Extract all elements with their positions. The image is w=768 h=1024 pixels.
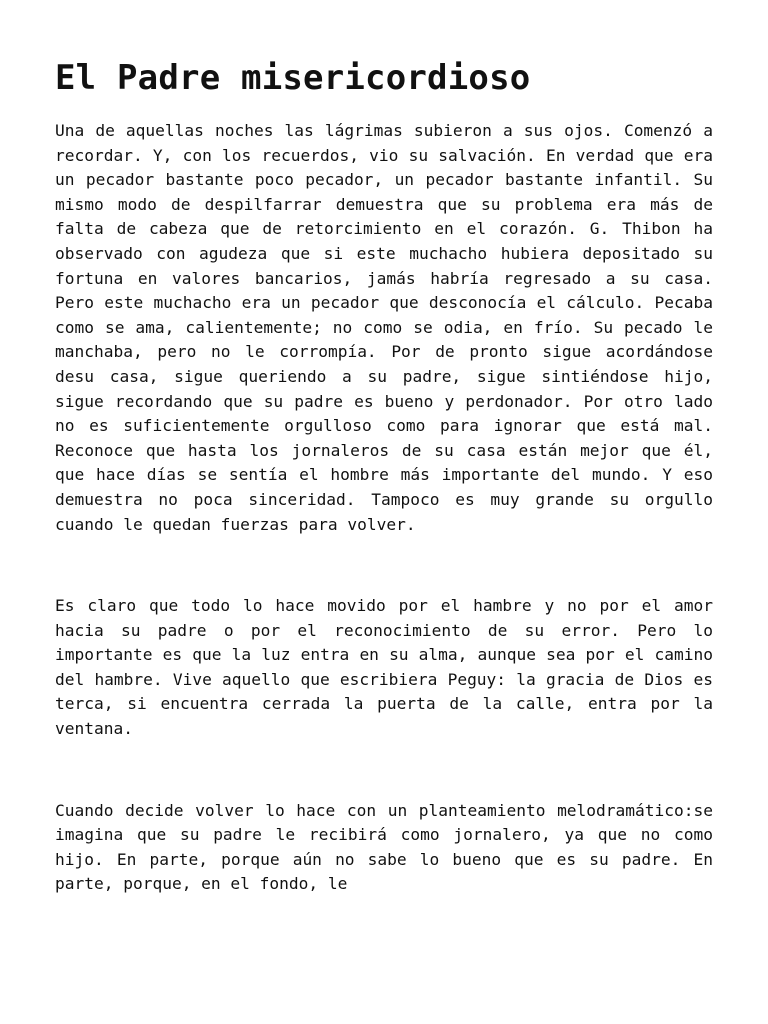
paragraph-1: Una de aquellas noches las lágrimas subieron a sus ojos. Comenzó a recordar. Y, con los recuerdos, vio su salvación. En verdad que era un pecador bastante poco pecador, un pecador bastante infantil. Su mismo modo de despilfarrar demuestra que su problema era más de falta de cabeza que de retorcimiento en el corazón. G. Thibon ha observado con agudeza que si este muchacho hubiera depositado su fortuna en valores bancarios, jamás habría regresado a su casa. Pero este muchacho era un pecador que desconocía el cálculo. Pecaba como se ama, calientemente; no como se odia, en frío. Su pecado le manchaba, pero no le corrompía. Por de pronto sigue acordándose desu casa, sigue queriendo a su padre, sigue sintiéndose hijo, sigue recordando que su padre es bueno y perdonador. Por otro lado no es suficientemente orgulloso como para ignorar que está mal. Reconoce que hasta los jornaleros de su casa están mejor que él, que hace días se sentía el hombre más importante del mundo. Y eso demuestra no poca sinceridad. Tampoco es muy grande su orgullo cuando le quedan fuerzas para volver. — [55, 121, 713, 534]
document-page — [55, 56, 713, 897]
paragraph-2: Es claro que todo lo hace movido por el hambre y no por el amor hacia su padre o por el reconocimiento de su error. Pero lo importante es que la luz entra en su alma, aunque sea por el camino del hambre. Vive aquello que escribiera Peguy: la gracia de Dios es terca, si encuentra cerrada la puerta de la calle, entra por la ventana. — [55, 596, 713, 739]
paragraph-3: Cuando decide volver lo hace con un planteamiento melodramático:se imagina que su padre le recibirá como jornalero, ya que no como hijo. En parte, porque aún no sabe lo bueno que es su padre. En parte, porque, en el fondo, le — [55, 800, 713, 894]
document-title: El Padre misericordioso — [55, 58, 531, 98]
